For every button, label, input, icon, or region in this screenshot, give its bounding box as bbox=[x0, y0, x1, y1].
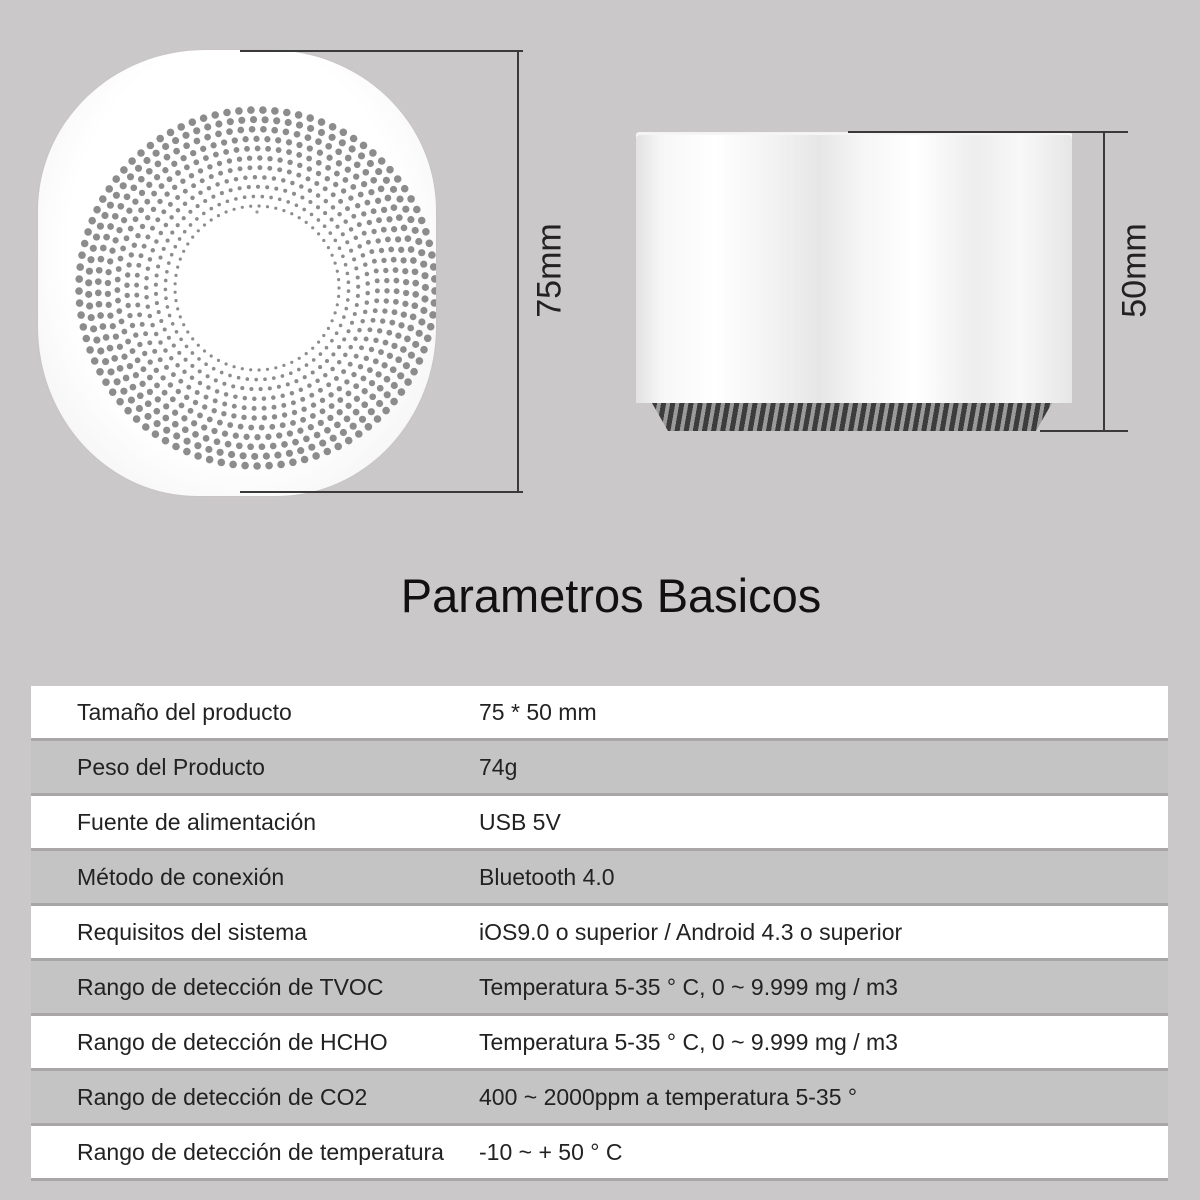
spec-value: iOS9.0 o superior / Android 4.3 o superior bbox=[479, 918, 903, 945]
dimension-label-50mm: 50mm bbox=[1115, 223, 1154, 318]
table-row bbox=[31, 796, 1168, 851]
table-row bbox=[31, 961, 1168, 1016]
spec-value: 74g bbox=[479, 753, 518, 780]
spec-value: 75 * 50 mm bbox=[479, 698, 597, 725]
dimension-line-75mm-vertical bbox=[517, 50, 519, 493]
table-row bbox=[31, 686, 1168, 741]
spec-label: Requisitos del sistema bbox=[77, 918, 308, 945]
device-base-vents bbox=[652, 403, 1052, 431]
spec-value: Temperatura 5-35 ° C, 0 ~ 9.999 mg / m3 bbox=[479, 973, 898, 1000]
device-top-view bbox=[38, 50, 436, 496]
spec-label: Rango de detección de temperatura bbox=[77, 1138, 444, 1165]
dimension-line-50mm-vertical bbox=[1103, 131, 1105, 432]
spec-label: Tamaño del producto bbox=[77, 698, 292, 725]
speaker-grille-icon bbox=[38, 50, 436, 496]
spec-label: Rango de detección de HCHO bbox=[77, 1028, 388, 1055]
spec-value: USB 5V bbox=[479, 808, 561, 835]
section-title: Parametros Basicos bbox=[400, 569, 822, 622]
table-row bbox=[31, 1071, 1168, 1126]
dimension-label-75mm: 75mm bbox=[530, 223, 569, 318]
dimension-line-50mm-bottom bbox=[1040, 430, 1128, 432]
spec-label: Método de conexión bbox=[77, 863, 285, 890]
dimension-line-50mm-top bbox=[848, 131, 1128, 133]
spec-label: Rango de detección de CO2 bbox=[77, 1083, 368, 1110]
spec-table bbox=[31, 686, 1168, 1181]
spec-value: 400 ~ 2000ppm a temperatura 5-35 ° bbox=[479, 1083, 858, 1110]
spec-value: Temperatura 5-35 ° C, 0 ~ 9.999 mg / m3 bbox=[479, 1028, 898, 1055]
spec-label: Peso del Producto bbox=[77, 753, 265, 780]
device-side-view bbox=[636, 135, 1072, 403]
table-row bbox=[31, 741, 1168, 796]
spec-value: Bluetooth 4.0 bbox=[479, 863, 615, 890]
spec-label: Fuente de alimentación bbox=[77, 808, 317, 835]
table-row bbox=[31, 1126, 1168, 1181]
table-row bbox=[31, 851, 1168, 906]
table-row bbox=[31, 906, 1168, 961]
spec-label: Rango de detección de TVOC bbox=[77, 973, 384, 1000]
spec-value: -10 ~ + 50 ° C bbox=[479, 1138, 623, 1165]
table-row bbox=[31, 1016, 1168, 1071]
dimension-line-75mm-bottom bbox=[240, 491, 523, 493]
dimension-line-75mm-top bbox=[240, 50, 523, 52]
